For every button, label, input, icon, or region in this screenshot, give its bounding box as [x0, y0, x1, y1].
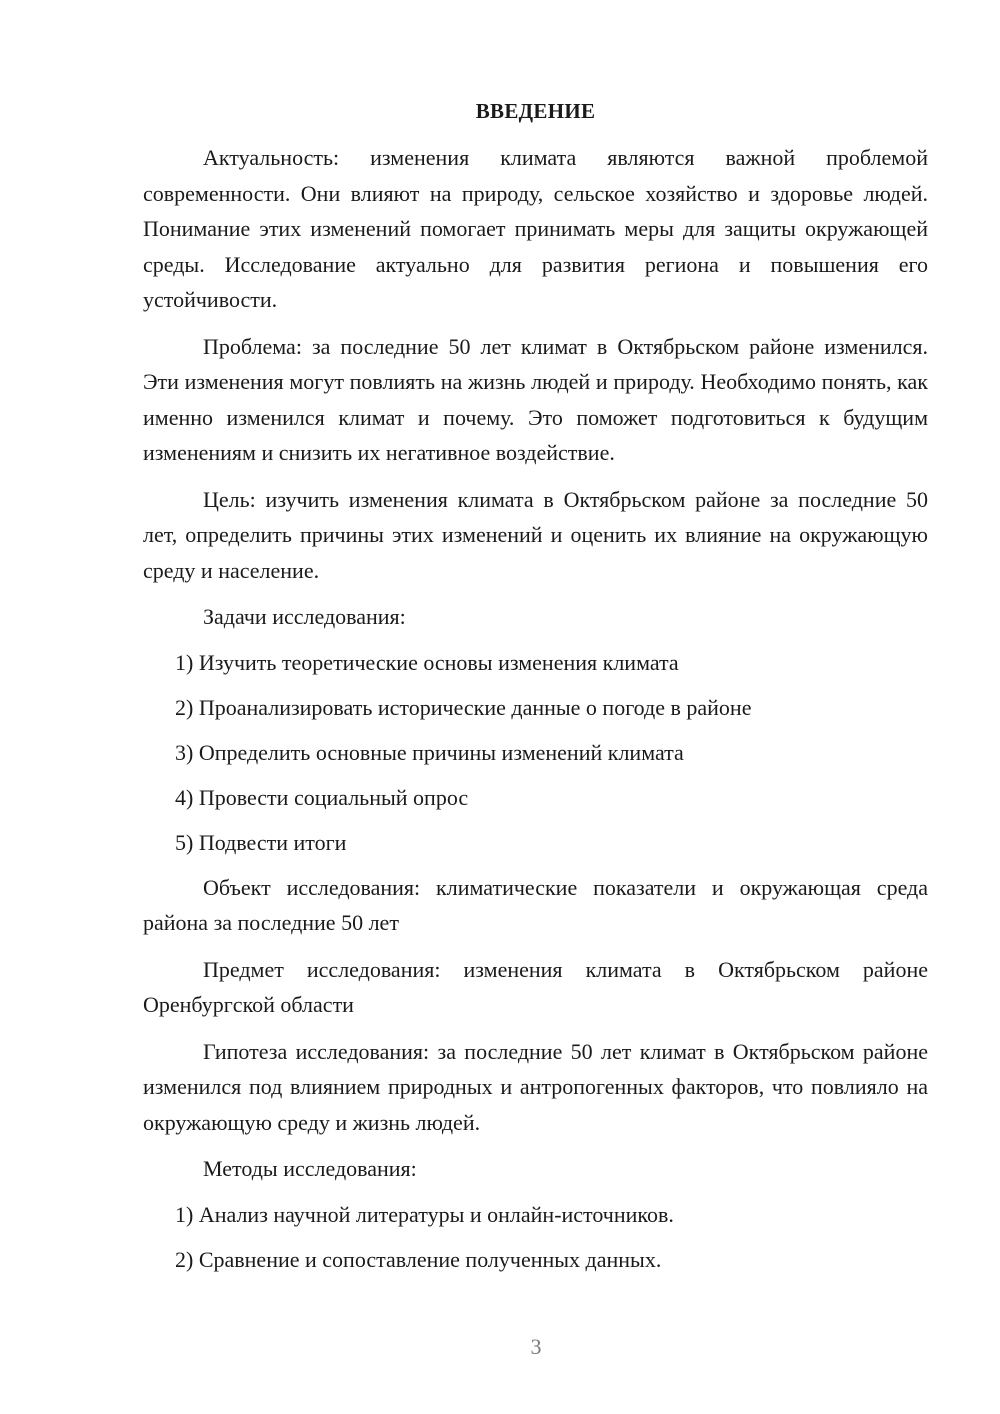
task-item: 5) Подвести итоги — [175, 829, 347, 855]
document-page — [143, 96, 928, 1287]
relevance-paragraph: Актуальность: изменения климата являются важной проблемой современности. Они влияют на природу, сельское хозяйство и здоровье людей. Понимание этих изменений помогает принимать меры для защиты окружающей среды. Исследование актуально для развития региона и повышения его устойчивости. — [143, 145, 928, 312]
method-item: 1) Анализ научной литературы и онлайн-источников. — [175, 1201, 674, 1227]
method-item: 2) Сравнение и сопоставление полученных данных. — [175, 1246, 662, 1272]
page-number: 3 — [530, 1334, 542, 1359]
methods-list — [143, 1197, 928, 1278]
task-item: 2) Проанализировать исторические данные о погоде в районе — [175, 694, 752, 720]
problem-paragraph: Проблема: за последние 50 лет климат в Октябрьском районе изменился. Эти изменения могут повлиять на жизнь людей и природу. Необходимо понять, как именно изменился климат и почему. Это поможет подготовиться к будущим изменениям и снизить их негативное воздействие. — [143, 333, 928, 465]
goal-paragraph: Цель: изучить изменения климата в Октябрьском районе за последние 50 лет, определить причины этих изменений и оценить их влияние на окружающую среду и население. — [143, 486, 928, 583]
tasks-list — [143, 645, 928, 861]
task-item: 1) Изучить теоретические основы изменения климата — [175, 649, 679, 675]
methods-heading: Методы исследования: — [203, 1156, 417, 1181]
tasks-heading: Задачи исследования: — [203, 604, 406, 629]
task-item: 3) Определить основные причины изменений климата — [175, 739, 684, 765]
object-paragraph: Объект исследования: климатические показатели и окружающая среда района за последние 50 лет — [143, 874, 928, 935]
section-title: ВВЕДЕНИЕ — [475, 99, 596, 123]
task-item: 4) Провести социальный опрос — [175, 784, 469, 810]
hypothesis-paragraph: Гипотеза исследования: за последние 50 лет климат в Октябрьском районе изменился под влиянием природных и антропогенных факторов, что повлияло на окружающую среду и жизнь людей. — [143, 1038, 928, 1135]
subject-paragraph: Предмет исследования: изменения климата в Октябрьском районе Оренбургской области — [143, 956, 928, 1017]
